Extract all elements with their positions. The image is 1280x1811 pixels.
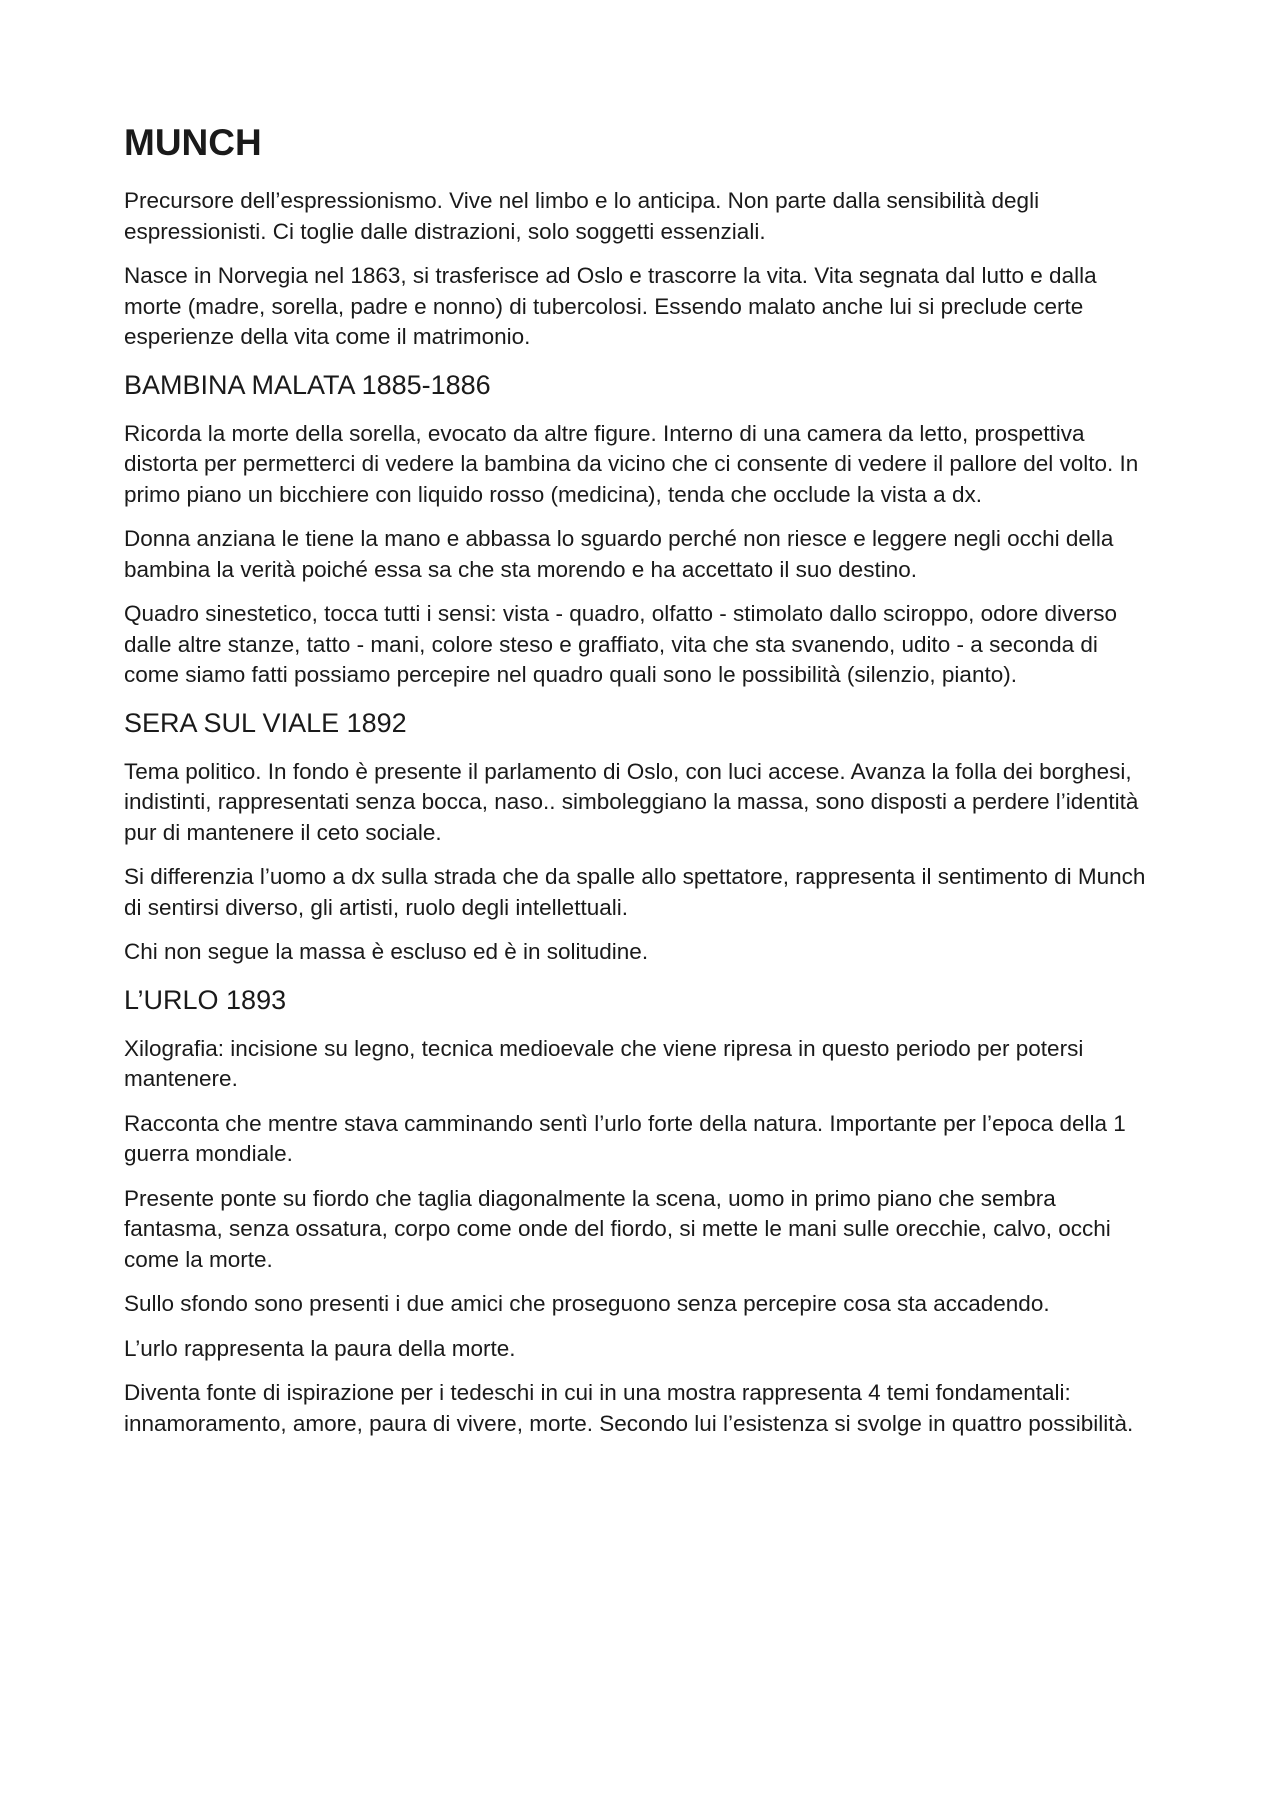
- section-paragraph: Xilografia: incisione su legno, tecnica medioevale che viene ripresa in questo periodo per potersi mantenere.: [124, 1035, 1084, 1091]
- section-paragraph: Ricorda la morte della sorella, evocato da altre figure. Interno di una camera da letto, prospettiva distorta per permetterci di vedere la bambina da vicino che ci consente di vedere il pallore del volto. In primo piano un bicchiere con liquido rosso (medicina), tenda che occlude la vista a dx.: [124, 420, 1139, 507]
- section-paragraph: Chi non segue la massa è escluso ed è in solitudine.: [124, 939, 649, 964]
- section-heading: L’URLO 1893: [124, 984, 287, 1015]
- section-heading: SERA SUL VIALE 1892: [124, 707, 407, 738]
- intro-paragraph: Precursore dell’espressionismo. Vive nel limbo e lo anticipa. Non parte dalla sensibilità degli espressionisti. Ci toglie dalle distrazioni, solo soggetti essenziali.: [124, 188, 1040, 244]
- section-heading: BAMBINA MALATA 1885-1886: [124, 369, 491, 400]
- section-sera-sul-viale: [124, 705, 1156, 968]
- section-paragraph: Diventa fonte di ispirazione per i tedeschi in cui in una mostra rappresenta 4 temi fondamentali: innamoramento, amore, paura di vivere, morte. Secondo lui l’esistenza si svolge in quattro possibilità.: [124, 1380, 1134, 1436]
- section-paragraph: Sullo sfondo sono presenti i due amici che proseguono senza percepire cosa sta accadendo.: [124, 1291, 1050, 1316]
- intro-block: [124, 186, 1156, 353]
- section-paragraph: L’urlo rappresenta la paura della morte.: [124, 1335, 516, 1361]
- section-paragraph: Donna anziana le tiene la mano e abbassa lo sguardo perché non riesce e leggere negli occhi della bambina la verità poiché essa sa che sta morendo e ha accettato il suo destino.: [124, 526, 1114, 582]
- section-paragraph: Tema politico. In fondo è presente il parlamento di Oslo, con luci accese. Avanza la folla dei borghesi, indistinti, rappresentati senza bocca, naso.. simboleggiano la massa, sono disposti a perdere l’identità pur di mantenere il ceto sociale.: [124, 758, 1139, 845]
- section-paragraph: Racconta che mentre stava camminando sentì l’urlo forte della natura. Importante per l’epoca della 1 guerra mondiale.: [124, 1110, 1126, 1166]
- section-bambina-malata: [124, 367, 1156, 691]
- section-paragraph: Quadro sinestetico, tocca tutti i sensi: vista - quadro, olfatto - stimolato dallo sciroppo, odore diverso dalle altre stanze, tatto - mani, colore steso e graffiato, vita che sta svanendo, udito - a seconda di come siamo fatti possiamo percepire nel quadro quali sono le possibilità (silenzio, pianto).: [124, 601, 1117, 687]
- section-paragraph: Si differenzia l’uomo a dx sulla strada che da spalle allo spettatore, rappresenta il sentimento di Munch di sentirsi diverso, gli artisti, ruolo degli intellettuali.: [124, 864, 1146, 920]
- section-l-urlo: [124, 982, 1156, 1440]
- section-paragraph: Presente ponte su fiordo che taglia diagonalmente la scena, uomo in primo piano che sembra fantasma, senza ossatura, corpo come onde del fiordo, si mette le mani sulle orecchie, calvo, occhi come la morte.: [124, 1185, 1111, 1272]
- document-title: MUNCH: [124, 122, 262, 163]
- intro-paragraph: Nasce in Norvegia nel 1863, si trasferisce ad Oslo e trascorre la vita. Vita segnata dal lutto e dalla morte (madre, sorella, padre e nonno) di tubercolosi. Essendo malato anche lui si preclude certe esperienze della vita come il matrimonio.: [124, 263, 1097, 349]
